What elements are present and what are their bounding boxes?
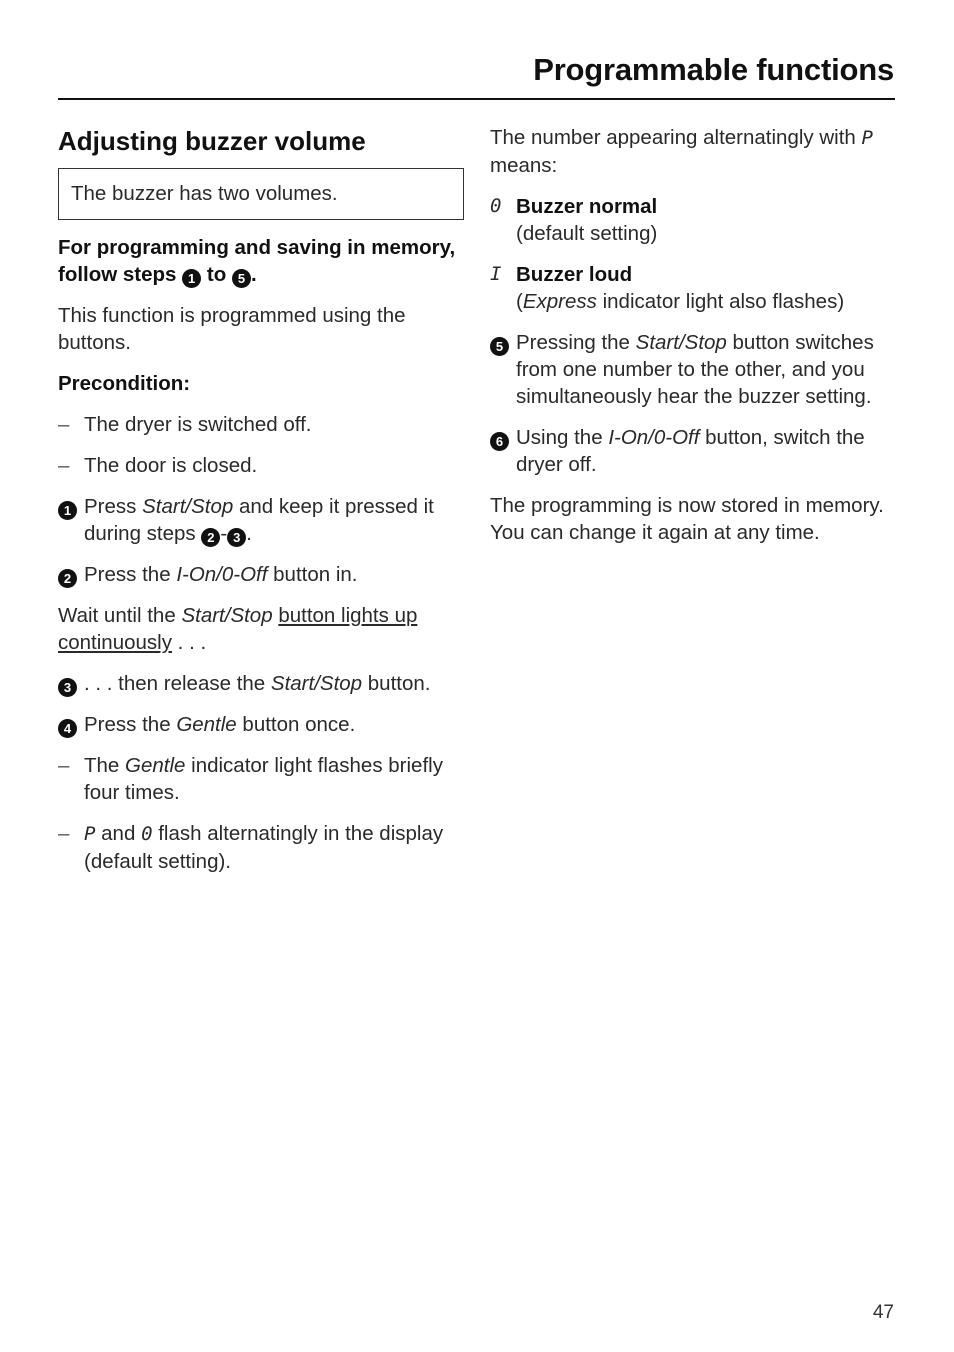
option-description: (default setting)	[516, 222, 658, 245]
step-number-icon: 3	[227, 528, 246, 547]
step-text: button.	[367, 672, 431, 695]
step-text: and keep it pressed it during steps	[84, 495, 434, 545]
underlined-text: button lights up continuously	[58, 604, 418, 654]
step-5	[490, 329, 895, 410]
result-item	[58, 752, 468, 806]
step-text: Using the	[516, 426, 603, 449]
step-text: button in.	[273, 563, 358, 586]
button-name: Start/Stop	[270, 672, 363, 695]
button-name: I-On/0-Off	[176, 563, 268, 586]
step-3	[58, 670, 468, 697]
page-title: Programmable functions	[533, 52, 894, 87]
step-number-icon: 3	[58, 678, 77, 697]
step-4	[58, 711, 468, 738]
step-text: Pressing the	[516, 331, 630, 354]
display-symbol: I	[490, 263, 502, 285]
result-text: flash alternatingly in the display (default setting).	[84, 822, 444, 873]
display-symbol: P	[84, 823, 96, 845]
result-text: indicator light flashes briefly four times.	[84, 754, 443, 804]
button-name: Express	[522, 290, 597, 313]
dash-mark: –	[58, 454, 70, 477]
display-symbol: 0	[141, 823, 153, 845]
step-2	[58, 561, 468, 588]
meaning-text-part: means:	[490, 154, 558, 177]
right-column	[490, 124, 895, 560]
intro-text: This function is programmed using the buttons.	[58, 304, 406, 354]
option-title: Buzzer normal	[516, 195, 658, 218]
button-name: Start/Stop	[181, 604, 273, 627]
button-name: Start/Stop	[142, 495, 234, 518]
step-number-icon: 4	[58, 719, 77, 738]
step-text: Press	[84, 495, 137, 518]
display-symbol: P	[861, 127, 873, 149]
button-name: Gentle	[125, 754, 186, 777]
option-normal	[490, 193, 895, 247]
step-number-icon: 1	[182, 269, 201, 288]
page-number: 47	[872, 1302, 894, 1323]
step-number-icon: 2	[201, 528, 220, 547]
instruction-text: .	[250, 263, 257, 286]
option-title: Buzzer loud	[516, 263, 633, 286]
step-number-icon: 1	[58, 501, 77, 520]
instruction-text: For programming and saving in memory, follow steps	[58, 236, 456, 286]
step-text: button, switch the dryer off.	[516, 426, 865, 476]
section-title: Adjusting buzzer volume	[58, 126, 366, 156]
result-text: and	[101, 822, 136, 845]
precondition-text: The dryer is switched off.	[84, 413, 312, 436]
step-text: button once.	[242, 713, 356, 736]
step-text: -	[220, 522, 228, 545]
step-number-icon: 5	[232, 269, 251, 288]
result-text: The	[84, 754, 120, 777]
precondition-label: Precondition:	[58, 372, 191, 395]
button-name: Gentle	[176, 713, 237, 736]
step-6	[490, 424, 895, 478]
instruction-text: to	[206, 263, 227, 286]
precondition-item	[58, 411, 468, 438]
meaning-text	[490, 124, 895, 179]
option-loud	[490, 261, 895, 315]
precondition-text: The door is closed.	[84, 454, 258, 477]
precondition-item	[58, 452, 468, 479]
step-text: Press the	[84, 563, 171, 586]
result-item	[58, 820, 468, 875]
option-description: (	[516, 290, 523, 313]
step-number-icon: 5	[490, 337, 509, 356]
dash-mark: –	[58, 822, 70, 845]
wait-text	[58, 602, 468, 656]
dash-mark: –	[58, 413, 70, 436]
option-description: indicator light also flashes)	[602, 290, 845, 313]
step-text: .	[246, 522, 252, 545]
dash-mark: –	[58, 754, 70, 777]
left-column	[58, 124, 468, 889]
display-symbol: 0	[490, 195, 502, 217]
step-number-icon: 6	[490, 432, 509, 451]
step-1	[58, 493, 468, 547]
step-text: . . . then release the	[84, 672, 266, 695]
wait-text-part: Wait until the	[58, 604, 176, 627]
closing-text: The programming is now stored in memory. You can change it again at any time.	[490, 494, 884, 544]
note-box: The buzzer has two volumes.	[58, 168, 464, 220]
wait-text-part: . . .	[177, 631, 207, 654]
header-divider	[58, 98, 895, 100]
step-text: button switches from one number to the other, and you simultaneously hear the buzzer setting.	[516, 331, 874, 408]
meaning-text-part: The number appearing alternatingly with	[490, 126, 856, 149]
button-name: Start/Stop	[635, 331, 727, 354]
step-text: Press the	[84, 713, 171, 736]
programming-instruction	[58, 234, 468, 288]
button-name: I-On/0-Off	[608, 426, 700, 449]
step-number-icon: 2	[58, 569, 77, 588]
